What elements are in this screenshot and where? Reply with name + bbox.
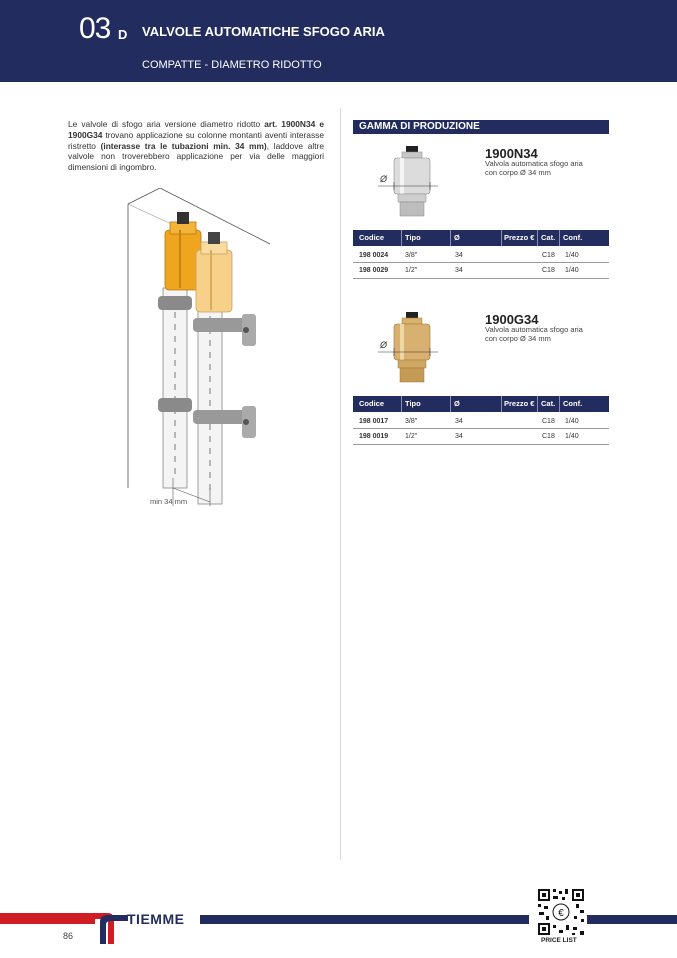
th-separator — [501, 230, 502, 246]
product-code-1900n34: 1900N34 — [485, 146, 538, 161]
th-separator — [537, 396, 538, 412]
th-diam: Ø — [454, 399, 460, 408]
product-desc-line1: Valvola automatica sfogo aria — [485, 325, 583, 334]
cell-cat: C18 — [542, 418, 555, 425]
footer-blue-band-right — [587, 915, 677, 924]
column-divider — [340, 108, 341, 860]
product-desc-line2: con corpo Ø 34 mm — [485, 334, 551, 343]
cell-conf: 1/40 — [565, 418, 579, 425]
th-separator — [559, 230, 560, 246]
qr-euro-symbol: € — [558, 908, 564, 919]
cell-diam: 34 — [455, 252, 463, 259]
th-separator — [501, 396, 502, 412]
diameter-symbol: Ø — [380, 340, 388, 350]
intro-text-3: , laddove altre valvole non troverebbero applicazione per via delle maggiori dimensioni di ingombro. — [68, 140, 324, 173]
cell-diam: 34 — [455, 433, 463, 440]
diameter-symbol: Ø — [380, 174, 388, 184]
cell-tipo: 3/8" — [405, 418, 418, 425]
th-cat: Cat. — [541, 233, 556, 242]
th-prezzo: Prezzo € — [504, 233, 535, 242]
cell-conf: 1/40 — [565, 267, 579, 274]
cell-diam: 34 — [455, 418, 463, 425]
cell-cat: C18 — [542, 252, 555, 259]
th-separator — [450, 396, 451, 412]
dimension-label: min 34 mm — [150, 497, 188, 506]
row-divider — [353, 262, 609, 263]
cell-diam: 34 — [455, 267, 463, 274]
page-number: 86 — [63, 931, 74, 941]
th-tipo: Tipo — [405, 233, 421, 242]
row-divider — [353, 444, 609, 445]
product-code-1900g34: 1900G34 — [485, 312, 539, 327]
section-letter: D — [118, 27, 128, 42]
cell-codice: 198 0029 — [359, 267, 389, 274]
section-number: 03 — [79, 12, 111, 45]
cell-conf: 1/40 — [565, 252, 579, 259]
intro-text-2: trovano applicazione su colonne montanti aventi interasse ristretto — [68, 129, 324, 151]
th-cat: Cat. — [541, 399, 556, 408]
table-header-1900g34 — [353, 396, 609, 412]
product-desc-1900g34 — [485, 325, 615, 343]
cell-cat: C18 — [542, 433, 555, 440]
footer-blue-band — [200, 915, 529, 924]
installation-illustration — [110, 188, 280, 508]
qr-code-icon[interactable] — [536, 887, 586, 937]
cell-codice: 198 0017 — [359, 418, 389, 425]
price-list-label[interactable]: PRICE LIST — [541, 937, 577, 944]
product-image-1900g34 — [372, 308, 442, 386]
th-codice: Codice — [359, 399, 385, 408]
intro-paragraph — [68, 119, 324, 173]
product-image-1900n34 — [372, 142, 442, 220]
footer-red-band — [0, 913, 95, 924]
th-diam: Ø — [454, 233, 460, 242]
th-separator — [559, 396, 560, 412]
th-conf: Conf. — [563, 399, 583, 408]
th-tipo: Tipo — [405, 399, 421, 408]
intro-bold-1: art. 1900N34 e 1900G34 — [68, 119, 324, 140]
cell-tipo: 3/8" — [405, 252, 418, 259]
table-header-1900n34 — [353, 230, 609, 246]
cell-tipo: 1/2" — [405, 267, 418, 274]
intro-text-1: Le valvole di sfogo aria versione diametro ridotto — [68, 119, 265, 129]
brand-logo: TIEMME — [127, 911, 185, 927]
cell-codice: 198 0024 — [359, 252, 389, 259]
th-separator — [450, 230, 451, 246]
product-desc-line1: Valvola automatica sfogo aria — [485, 159, 583, 168]
page-subtitle: COMPATTE - DIAMETRO RIDOTTO — [142, 59, 322, 71]
th-separator — [401, 230, 402, 246]
gamma-title: GAMMA DI PRODUZIONE — [359, 121, 480, 132]
product-desc-line2: con corpo Ø 34 mm — [485, 168, 551, 177]
intro-bold-2: (interasse tra le tubazioni min. 34 mm) — [100, 140, 267, 151]
th-codice: Codice — [359, 233, 385, 242]
th-separator — [401, 396, 402, 412]
cell-codice: 198 0019 — [359, 433, 389, 440]
th-separator — [537, 230, 538, 246]
th-prezzo: Prezzo € — [504, 399, 535, 408]
row-divider — [353, 278, 609, 279]
row-divider — [353, 428, 609, 429]
cell-conf: 1/40 — [565, 433, 579, 440]
footer-swoosh — [88, 910, 128, 946]
product-desc-1900n34 — [485, 159, 615, 177]
page-title: VALVOLE AUTOMATICHE SFOGO ARIA — [142, 24, 385, 39]
cell-tipo: 1/2" — [405, 433, 418, 440]
th-conf: Conf. — [563, 233, 583, 242]
cell-cat: C18 — [542, 267, 555, 274]
